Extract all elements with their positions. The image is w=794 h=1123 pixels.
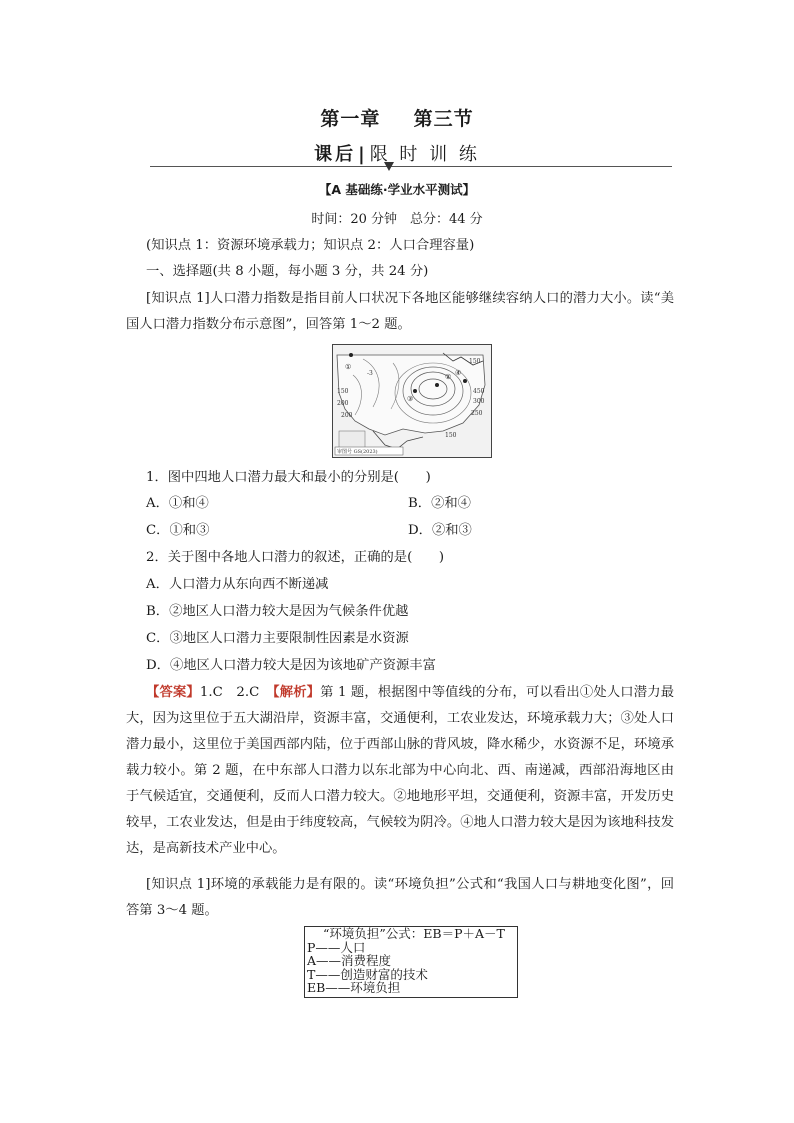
- section-label: 第三节: [413, 108, 474, 130]
- formula-box: [304, 926, 518, 998]
- formula-title: “环境负担”公式：EB＝P＋A－T: [323, 926, 505, 941]
- map-label-1: ①: [345, 363, 352, 371]
- answer-value: 1.C 2.C: [199, 685, 260, 700]
- explanation-label: 【解析】: [272, 685, 321, 700]
- q1-option-b: B．②和④: [408, 496, 471, 511]
- map-value-300: 300: [473, 398, 485, 405]
- formula-line-p: P——人口: [307, 939, 366, 955]
- answer-explanation: [126, 680, 674, 862]
- q2-option-b: B．②地区人口潜力较大是因为气候条件优越: [146, 604, 409, 619]
- question-1: 1．图中四地人口潜力最大和最小的分别是( ): [146, 470, 431, 485]
- map-value-200b: 200: [341, 412, 353, 419]
- formula-line-eb: EB——环境负担: [307, 980, 401, 995]
- map-value-250: 250: [471, 410, 483, 417]
- section-title: 一、选择题(共 8 小题，每小题 3 分，共 24 分): [146, 264, 429, 279]
- q2-option-a: A．人口潜力从东向西不断递减: [146, 577, 329, 592]
- subtitle-left: 课后: [314, 144, 357, 165]
- map-label-2: ②: [445, 373, 452, 381]
- map-caption: 审图号 GS(2023): [337, 449, 378, 455]
- map-value-neg3: -3: [367, 370, 373, 377]
- q1-option-c: C．①和③: [146, 523, 210, 538]
- answer-label: 【答案】: [146, 685, 200, 700]
- question-stem-1-2: [知识点 1]人口潜力指数是指目前人口状况下各地区能够继续容纳人口的潜力大小。读“美国人口潜力指数分布示意图”，回答第 1～2 题。: [126, 291, 674, 332]
- subtitle-separator: |: [358, 144, 368, 165]
- q2-option-d: D．④地区人口潜力较大是因为该地矿产资源丰富: [146, 658, 436, 673]
- map-value-150a: 150: [469, 358, 481, 365]
- triangle-marker-icon: [384, 162, 394, 171]
- us-population-potential-map: [332, 344, 492, 458]
- q1-option-d: D．②和③: [408, 523, 472, 538]
- map-svg: [333, 345, 491, 457]
- map-value-450: 450: [473, 388, 485, 395]
- knowledge-points: (知识点 1：资源环境承载力；知识点 2：人口合理容量): [146, 238, 475, 253]
- map-value-150b: 150: [445, 432, 457, 439]
- explanation-text: 第 1 题，根据图中等值线的分布，可以看出①处人口潜力最大，因为这里位于五大湖沿岸，资源丰富，交通便利，工农业发达，环境承载力大；③处人口潜力最小，这里位于美国西部内陆，位于西部山脉的背风坡，降水稀少，水资源不足，环境承载力较小。第 2 题，在中东部人口潜力以东北部为中心向北、西、南递减，西部沿海地区由于气候适宜，交通便利，反而人口潜力较大。②地地形平坦，交通便利，资源丰富，开发历史较早，工农业发达，但是由于纬度较高，气候较为阴冷。④地人口潜力较大是因为该地科技发达，是高新技术产业中心。: [126, 685, 675, 856]
- formula-line-a: A——消费程度: [307, 953, 392, 968]
- map-label-4: ④: [455, 369, 462, 377]
- page-title: [0, 104, 794, 131]
- question-stem-3-4: [知识点 1]环境的承载能力是有限的。读“环境负担”公式和“我国人口与耕地变化图”，回答第 3～4 题。: [126, 877, 674, 918]
- page-subtitle: [0, 140, 794, 166]
- question-2: 2．关于图中各地人口潜力的叙述，正确的是( ): [146, 550, 445, 565]
- level-heading: 【A 基础练·学业水平测试】: [318, 182, 476, 197]
- map-value-150c: 150: [337, 388, 349, 395]
- subtitle-right: 限 时 训 练: [369, 144, 480, 165]
- map-label-3: ③: [407, 395, 414, 403]
- time-info: 时间：20 分钟 总分：44 分: [311, 212, 483, 227]
- q2-option-c: C．③地区人口潜力主要限制性因素是水资源: [146, 631, 409, 646]
- map-value-200a: 200: [337, 400, 349, 407]
- chapter-label: 第一章: [320, 108, 381, 130]
- header-rule: [150, 166, 672, 167]
- formula-line-t: T——创造财富的技术: [307, 966, 428, 982]
- q1-option-a: A．①和④: [146, 496, 209, 511]
